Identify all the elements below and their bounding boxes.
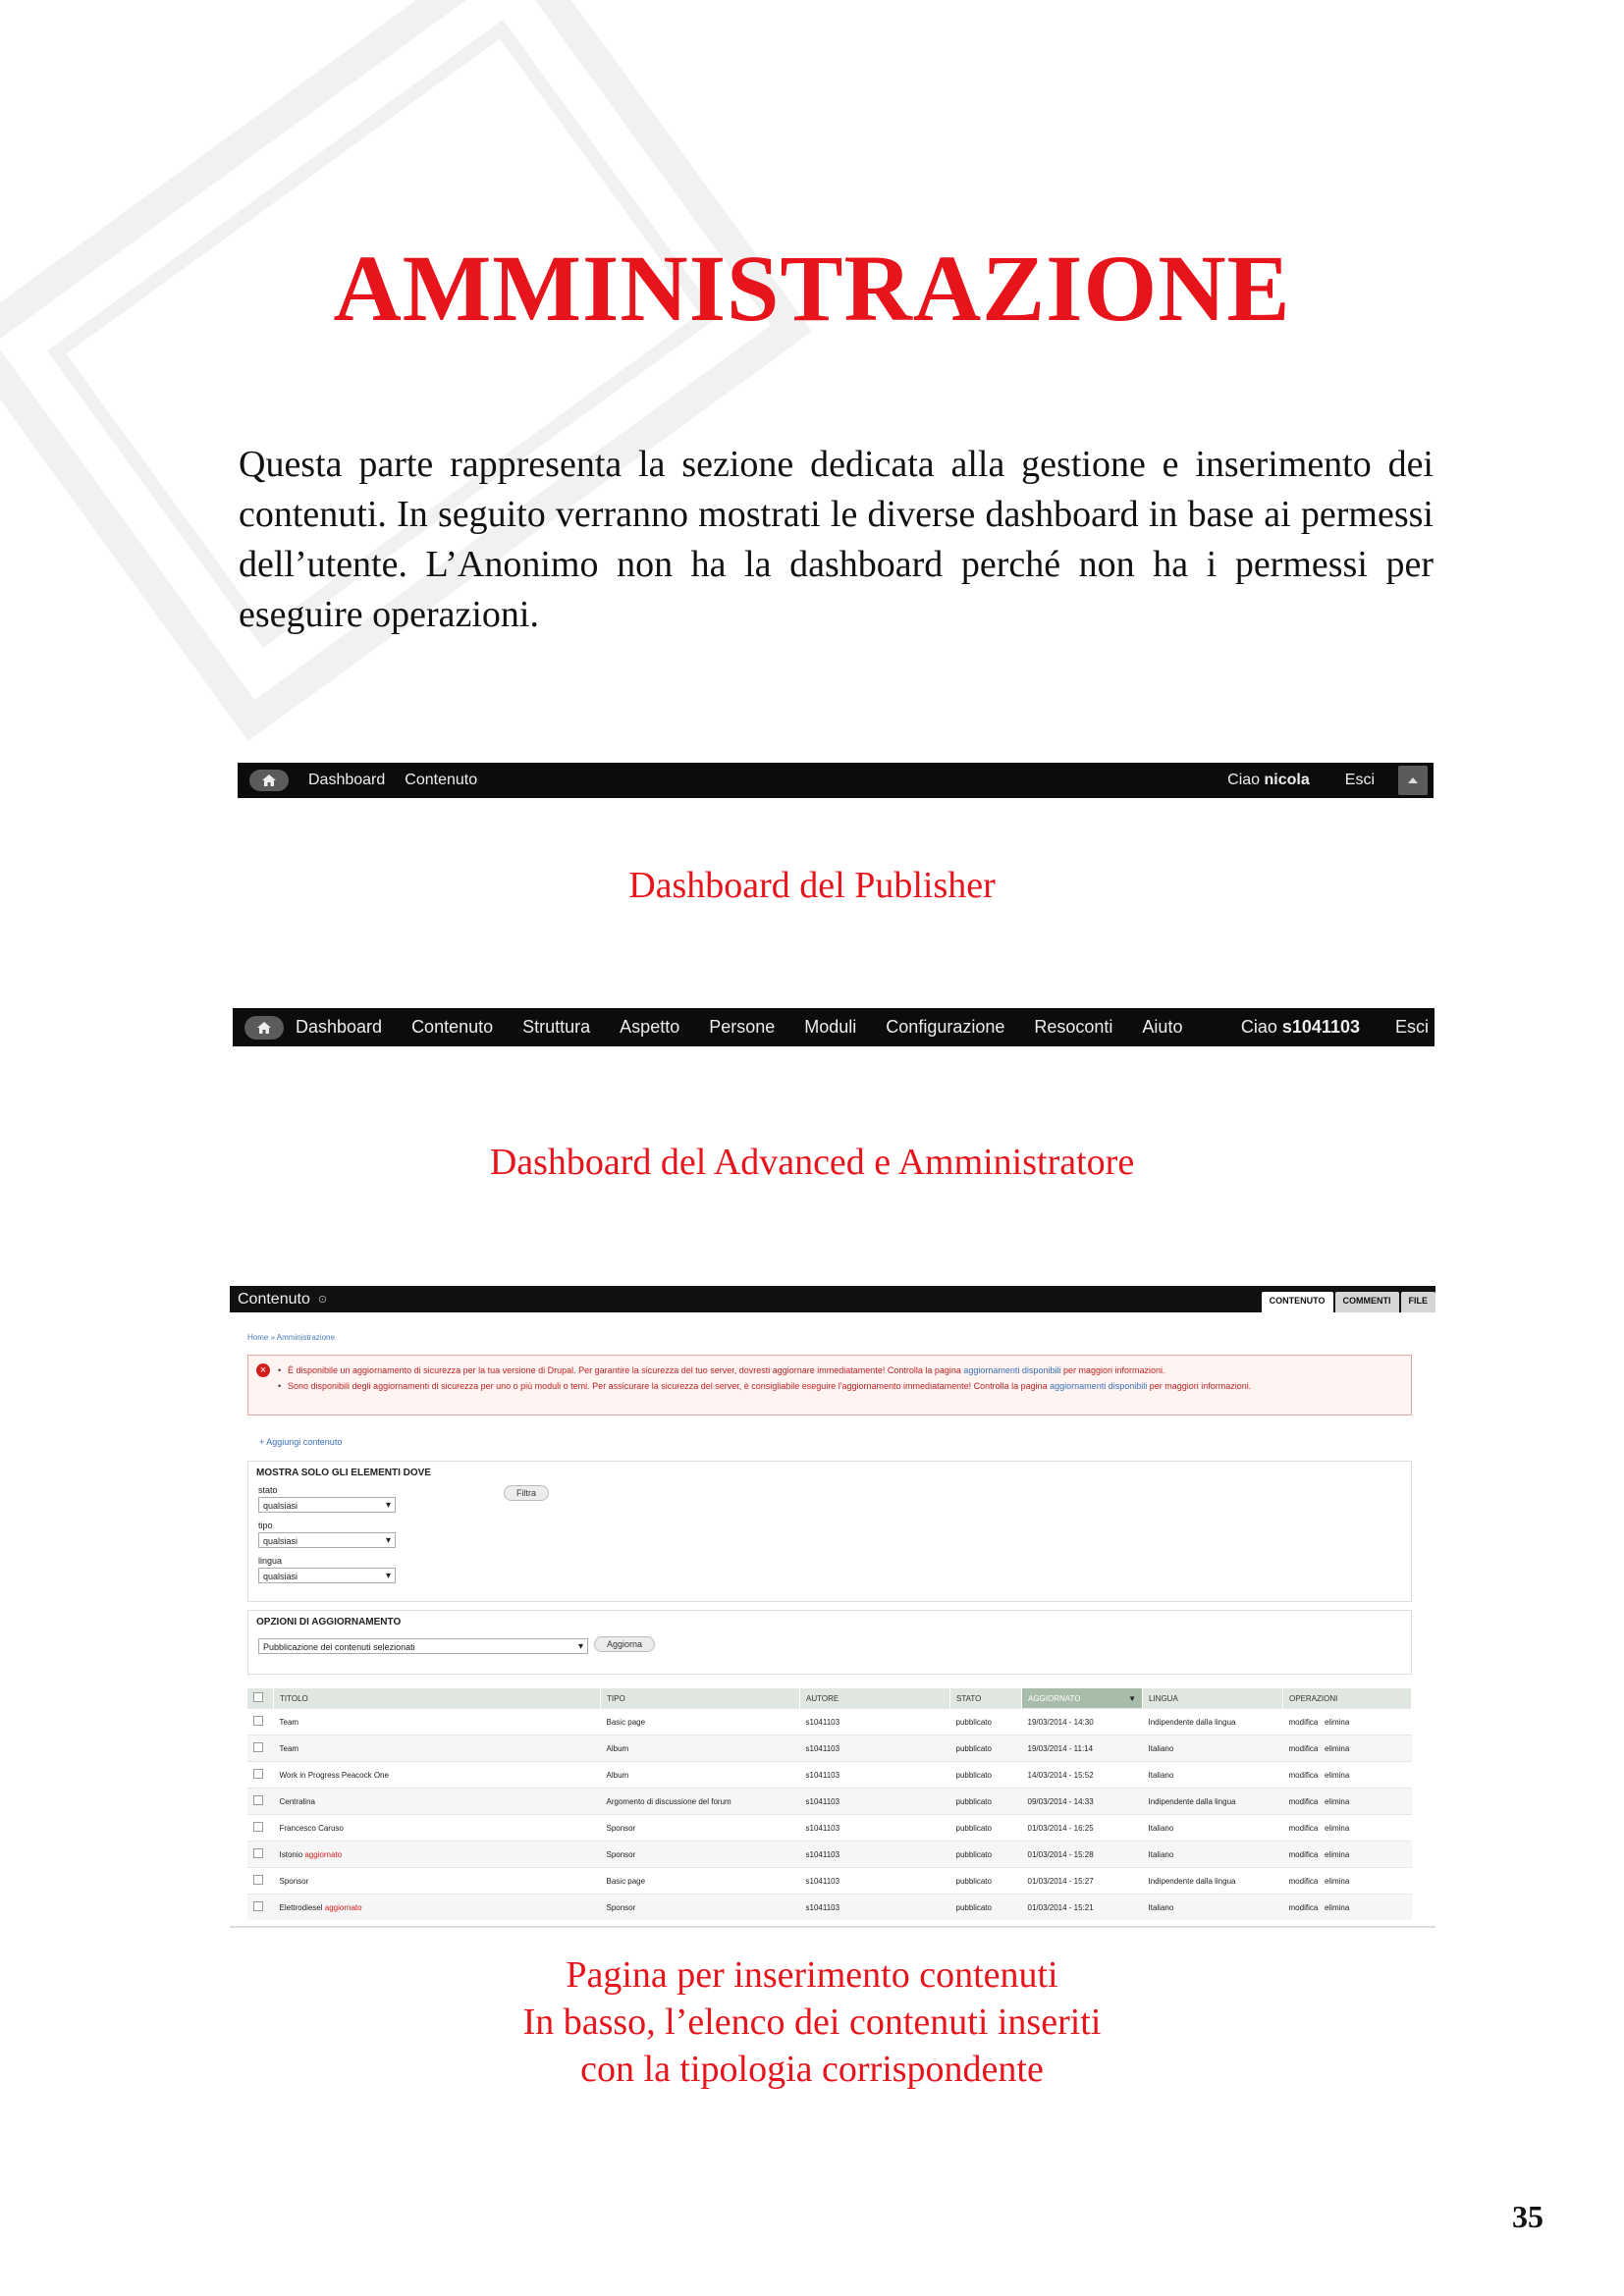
row-title-link[interactable]: Istonio xyxy=(279,1849,303,1859)
edit-link[interactable]: modifica xyxy=(1288,1876,1319,1886)
add-content-link[interactable]: + Aggiungi contenuto xyxy=(259,1437,343,1447)
row-checkbox[interactable] xyxy=(247,1789,274,1815)
row-status: pubblicato xyxy=(950,1789,1022,1815)
menu-item-aspetto[interactable]: Aspetto xyxy=(620,1017,680,1037)
row-type: Sponsor xyxy=(601,1815,800,1842)
delete-link[interactable]: elimina xyxy=(1324,1743,1350,1753)
row-title[interactable] xyxy=(274,1842,601,1868)
row-title-link[interactable]: Centralina xyxy=(279,1796,315,1806)
filter-button[interactable]: Filtra xyxy=(504,1485,549,1501)
row-title-link[interactable]: Work in Progress Peacock One xyxy=(279,1770,389,1780)
logout-link[interactable]: Esci xyxy=(1394,1017,1429,1037)
delete-link[interactable]: elimina xyxy=(1324,1717,1350,1727)
row-title[interactable] xyxy=(274,1735,601,1762)
edit-link[interactable]: modifica xyxy=(1288,1796,1319,1806)
updates-link[interactable]: aggiornamenti disponibili xyxy=(963,1365,1061,1375)
table-header-row xyxy=(247,1688,1412,1709)
admin-menu xyxy=(296,1017,1182,1038)
row-title[interactable] xyxy=(274,1709,601,1735)
updated-flag: aggiornato xyxy=(304,1849,343,1859)
row-updated: 01/03/2014 - 16:25 xyxy=(1022,1815,1143,1842)
row-type: Sponsor xyxy=(601,1895,800,1921)
filter-label-tipo: tipo xyxy=(258,1521,273,1530)
message-item xyxy=(288,1379,1397,1393)
row-language: Italiano xyxy=(1143,1762,1283,1789)
message-text: È disponibile un aggiornamento di sicurezza per la tua versione di Drupal. Per garantire la sicurezza del tuo server, dovresti aggiornare immediatamente! Controlla la pagina xyxy=(288,1365,961,1375)
delete-link[interactable]: elimina xyxy=(1324,1770,1350,1780)
row-checkbox[interactable] xyxy=(247,1709,274,1735)
update-button[interactable]: Aggiorna xyxy=(594,1636,655,1652)
table-row xyxy=(247,1709,1412,1735)
menu-item-moduli[interactable]: Moduli xyxy=(804,1017,857,1037)
publisher-toolbar xyxy=(238,763,1434,798)
row-status: pubblicato xyxy=(950,1735,1022,1762)
table-row xyxy=(247,1735,1412,1762)
row-operations xyxy=(1283,1789,1412,1815)
greeting xyxy=(1227,772,1310,789)
filter-select-stato[interactable]: qualsiasi ▾ xyxy=(258,1497,396,1513)
filter-heading: MOSTRA SOLO GLI ELEMENTI DOVE xyxy=(256,1468,431,1478)
update-action-select[interactable]: Pubblicazione dei contenuti selezionati ▾ xyxy=(258,1638,588,1654)
settings-icon[interactable]: ⊙ xyxy=(317,1294,328,1306)
caption-publisher: Dashboard del Publisher xyxy=(628,865,996,906)
row-checkbox[interactable] xyxy=(247,1815,274,1842)
filter-select-tipo[interactable]: qualsiasi ▾ xyxy=(258,1532,396,1548)
col-tipo[interactable]: TIPO xyxy=(601,1688,800,1709)
edit-link[interactable]: modifica xyxy=(1288,1849,1319,1859)
menu-item-persone[interactable]: Persone xyxy=(709,1017,776,1037)
user-name[interactable]: s1041103 xyxy=(1281,1017,1360,1037)
row-checkbox[interactable] xyxy=(247,1735,274,1762)
menu-item-resoconti[interactable]: Resoconti xyxy=(1034,1017,1113,1037)
update-heading: OPZIONI DI AGGIORNAMENTO xyxy=(256,1617,402,1628)
filter-label-stato: stato xyxy=(258,1485,278,1495)
content-page-screenshot xyxy=(230,1286,1435,1928)
caption-line: In basso, l’elenco dei contenuti inseriti xyxy=(522,2002,1102,2043)
row-checkbox[interactable] xyxy=(247,1895,274,1921)
delete-link[interactable]: elimina xyxy=(1324,1796,1350,1806)
col-autore[interactable]: AUTORE xyxy=(800,1688,950,1709)
col-aggiornato[interactable] xyxy=(1022,1688,1143,1709)
row-operations xyxy=(1283,1815,1412,1842)
tab-commenti[interactable]: COMMENTI xyxy=(1335,1292,1399,1312)
page-number: 35 xyxy=(1512,2199,1543,2234)
col-lingua[interactable]: LINGUA xyxy=(1143,1688,1283,1709)
row-checkbox[interactable] xyxy=(247,1868,274,1895)
table-row xyxy=(247,1868,1412,1895)
row-type: Album xyxy=(601,1735,800,1762)
filter-select-lingua[interactable]: qualsiasi ▾ xyxy=(258,1568,396,1583)
tab-contenuto[interactable]: CONTENUTO xyxy=(1262,1292,1333,1312)
content-title: Contenuto xyxy=(238,1290,310,1308)
row-updated: 19/03/2014 - 14:30 xyxy=(1022,1709,1143,1735)
row-status: pubblicato xyxy=(950,1815,1022,1842)
row-title[interactable] xyxy=(274,1868,601,1895)
row-author[interactable]: s1041103 xyxy=(800,1842,950,1868)
row-language: Indipendente dalla lingua xyxy=(1143,1709,1283,1735)
row-title-link[interactable]: Francesco Caruso xyxy=(279,1823,344,1833)
row-updated: 14/03/2014 - 15:52 xyxy=(1022,1762,1143,1789)
row-updated: 01/03/2014 - 15:28 xyxy=(1022,1842,1143,1868)
content-table xyxy=(247,1688,1412,1920)
table-row xyxy=(247,1842,1412,1868)
error-icon: × xyxy=(256,1363,270,1377)
greeting-label: Ciao xyxy=(1240,1017,1277,1037)
row-type: Basic page xyxy=(601,1709,800,1735)
row-checkbox[interactable] xyxy=(247,1842,274,1868)
updated-flag: aggiornato xyxy=(324,1902,362,1912)
update-options-panel xyxy=(247,1610,1412,1675)
menu-item-configurazione[interactable]: Configurazione xyxy=(886,1017,1005,1037)
row-status: pubblicato xyxy=(950,1762,1022,1789)
menu-item-contenuto[interactable]: Contenuto xyxy=(411,1017,494,1037)
row-title[interactable] xyxy=(274,1815,601,1842)
intro-paragraph: Questa parte rappresenta la sezione dedicata alla gestione e inserimento dei contenuti. In seguito verranno mostrati le diverse dashboard in base ai permessi dell’utente. L’Anonimo non ha la dashboard perché non ha i permessi per eseguire operazioni. xyxy=(239,444,1434,635)
edit-link[interactable]: modifica xyxy=(1288,1823,1319,1833)
select-all-checkbox[interactable] xyxy=(247,1688,274,1709)
menu-item-dashboard[interactable]: Dashboard xyxy=(308,772,386,788)
row-status: pubblicato xyxy=(950,1895,1022,1921)
content-rows xyxy=(247,1709,1412,1921)
row-updated: 19/03/2014 - 11:14 xyxy=(1022,1735,1143,1762)
delete-link[interactable]: elimina xyxy=(1324,1902,1350,1912)
row-status: pubblicato xyxy=(950,1842,1022,1868)
row-author[interactable]: s1041103 xyxy=(800,1709,950,1735)
breadcrumb[interactable]: Home » Amministrazione xyxy=(247,1333,335,1342)
table-row xyxy=(247,1789,1412,1815)
caption-advanced: Dashboard del Advanced e Amministratore xyxy=(489,1142,1135,1183)
row-title-link[interactable]: Elettrodiesel xyxy=(279,1902,323,1912)
message-text-end: per maggiori informazioni. xyxy=(1149,1381,1252,1391)
row-operations xyxy=(1283,1709,1412,1735)
message-text-end: per maggiori informazioni. xyxy=(1062,1365,1165,1375)
row-language: Italiano xyxy=(1143,1842,1283,1868)
row-title[interactable] xyxy=(274,1762,601,1789)
menu-item-struttura[interactable]: Struttura xyxy=(522,1017,591,1037)
greeting-label: Ciao xyxy=(1227,772,1261,788)
row-language: Italiano xyxy=(1143,1895,1283,1921)
tab-file[interactable]: FILE xyxy=(1401,1292,1436,1312)
row-updated: 01/03/2014 - 15:27 xyxy=(1022,1868,1143,1895)
edit-link[interactable]: modifica xyxy=(1288,1770,1319,1780)
delete-link[interactable]: elimina xyxy=(1324,1876,1350,1886)
message-text: Sono disponibili degli aggiornamenti di sicurezza per uno o più moduli o temi. Per assicurare la sicurezza del server, è consigliabile eseguire l'aggiornamento immediatamente! Controlla la pagina xyxy=(288,1381,1048,1391)
row-operations xyxy=(1283,1735,1412,1762)
row-type: Sponsor xyxy=(601,1842,800,1868)
row-title-link[interactable]: Team xyxy=(279,1717,299,1727)
row-type: Album xyxy=(601,1762,800,1789)
caption-line: con la tipologia corrispondente xyxy=(580,2049,1044,2090)
row-author[interactable]: s1041103 xyxy=(800,1762,950,1789)
message-item xyxy=(288,1363,1397,1377)
filter-label-lingua: lingua xyxy=(258,1556,283,1566)
row-language: Italiano xyxy=(1143,1815,1283,1842)
content-tabs xyxy=(1262,1292,1435,1312)
sort-desc-icon: ▼ xyxy=(1128,1693,1136,1703)
menu-item-aiuto[interactable]: Aiuto xyxy=(1142,1017,1183,1037)
content-header xyxy=(230,1286,1435,1312)
col-aggiornato-label: AGGIORNATO xyxy=(1028,1693,1081,1703)
page-title: AMMINISTRAZIONE xyxy=(333,236,1291,341)
menu-item-dashboard[interactable]: Dashboard xyxy=(296,1017,383,1037)
row-author[interactable]: s1041103 xyxy=(800,1735,950,1762)
row-author[interactable]: s1041103 xyxy=(800,1868,950,1895)
row-operations xyxy=(1283,1842,1412,1868)
home-icon[interactable] xyxy=(249,770,289,791)
table-row xyxy=(247,1762,1412,1789)
caption-line: Pagina per inserimento contenuti xyxy=(566,1954,1058,1996)
home-icon[interactable] xyxy=(244,1016,284,1040)
row-type: Argomento di discussione del forum xyxy=(601,1789,800,1815)
row-operations xyxy=(1283,1762,1412,1789)
row-status: pubblicato xyxy=(950,1868,1022,1895)
delete-link[interactable]: elimina xyxy=(1324,1823,1350,1833)
row-language: Indipendente dalla lingua xyxy=(1143,1789,1283,1815)
row-status: pubblicato xyxy=(950,1709,1022,1735)
row-language: Italiano xyxy=(1143,1735,1283,1762)
row-author[interactable]: s1041103 xyxy=(800,1815,950,1842)
row-type: Basic page xyxy=(601,1868,800,1895)
row-operations xyxy=(1283,1895,1412,1921)
user-name[interactable]: nicola xyxy=(1264,772,1310,788)
row-operations xyxy=(1283,1868,1412,1895)
caption-content-page xyxy=(0,1951,1624,2093)
row-updated: 09/03/2014 - 14:33 xyxy=(1022,1789,1143,1815)
col-stato[interactable]: STATO xyxy=(950,1688,1022,1709)
edit-link[interactable]: modifica xyxy=(1288,1717,1319,1727)
row-author[interactable]: s1041103 xyxy=(800,1895,950,1921)
row-author[interactable]: s1041103 xyxy=(800,1789,950,1815)
menu-item-contenuto[interactable]: Contenuto xyxy=(405,772,478,788)
error-messages xyxy=(247,1355,1412,1415)
admin-toolbar xyxy=(233,1008,1435,1046)
col-titolo[interactable]: TITOLO xyxy=(274,1688,601,1709)
table-row xyxy=(247,1895,1412,1921)
row-title-link[interactable]: Sponsor xyxy=(279,1876,309,1886)
logout-link[interactable]: Esci xyxy=(1344,772,1375,788)
table-row xyxy=(247,1815,1412,1842)
col-operazioni: OPERAZIONI xyxy=(1283,1688,1412,1709)
edit-link[interactable]: modifica xyxy=(1288,1743,1319,1753)
filter-panel xyxy=(247,1461,1412,1602)
greeting xyxy=(1241,1017,1360,1038)
updates-link[interactable]: aggiornamenti disponibili xyxy=(1050,1381,1148,1391)
row-title[interactable] xyxy=(274,1895,601,1921)
triangle-up-icon[interactable] xyxy=(1398,766,1428,795)
row-language: Indipendente dalla lingua xyxy=(1143,1868,1283,1895)
row-title[interactable] xyxy=(274,1789,601,1815)
row-title-link[interactable]: Team xyxy=(279,1743,299,1753)
delete-link[interactable]: elimina xyxy=(1324,1849,1350,1859)
row-checkbox[interactable] xyxy=(247,1762,274,1789)
edit-link[interactable]: modifica xyxy=(1288,1902,1319,1912)
row-updated: 01/03/2014 - 15:21 xyxy=(1022,1895,1143,1921)
